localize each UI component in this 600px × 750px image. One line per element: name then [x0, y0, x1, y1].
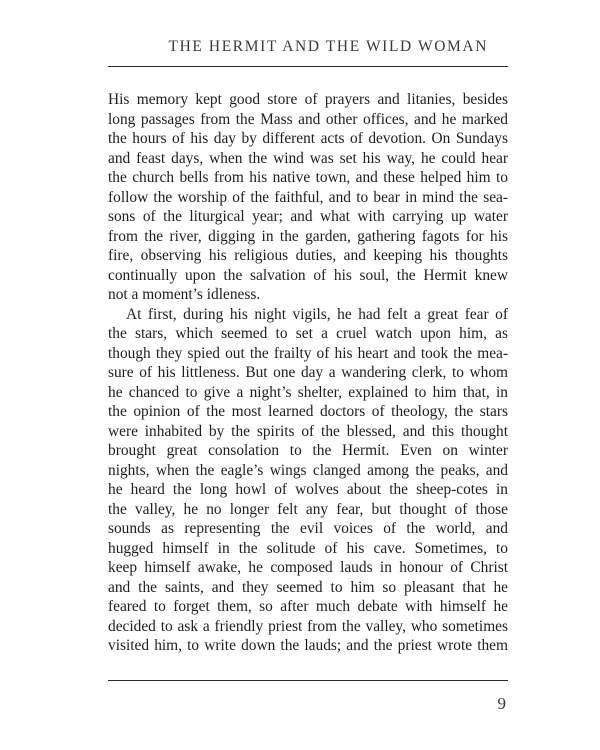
text-line: though they spied out the frailty of his heart and took the mea-: [108, 344, 508, 362]
text-line: from the river, digging in the garden, gathering fagots for his: [108, 227, 508, 245]
text-line: were inhabited by the spirits of the blessed, and this thought: [108, 422, 508, 440]
text-line: His memory kept good store of prayers and litanies, besides: [108, 91, 508, 108]
text-line: the opinion of the most learned doctors of theology, the stars: [108, 403, 508, 420]
text-line: the stars, which seemed to set a cruel watch upon him, as: [108, 325, 508, 342]
text-line: continually upon the salvation of his soul, the Hermit knew: [108, 266, 508, 284]
body-text: [108, 90, 508, 656]
text-line: nights, when the eagle’s wings clanged among the peaks, and: [108, 461, 508, 479]
text-line: the valley, he no longer felt any fear, but thought of those: [108, 500, 508, 518]
text-line: he chanced to give a night’s shelter, explained to him that, in: [108, 383, 508, 401]
text-line: brought great consolation to the Hermit. Even on winter: [108, 442, 508, 459]
page-number: 9: [497, 694, 506, 713]
text-line: feared to forget them, so after much debate with himself he: [108, 598, 508, 615]
text-line: the church bells from his native town, and these helped him to: [108, 169, 508, 186]
text-line: decided to ask a friendly priest from the valley, who sometimes: [108, 617, 508, 635]
paragraph-end-line: not a moment’s idleness.: [108, 286, 261, 303]
text-line: the hours of his day by different acts of devotion. On Sundays: [108, 130, 508, 147]
running-head-title: THE HERMIT AND THE WILD WOMAN: [168, 38, 488, 55]
text-line: keep himself awake, he composed lauds in honour of Christ: [108, 559, 508, 576]
text-line: sons of the liturgical year; and what with carrying up water: [108, 208, 508, 225]
text-line: long passages from the Mass and other offices, and he marked: [108, 110, 508, 128]
text-line: follow the worship of the faithful, and to bear in mind the sea-: [108, 188, 508, 206]
footer-rule: [108, 680, 508, 681]
text-line: he heard the long howl of wolves about the sheep-cotes in: [108, 481, 508, 498]
header-rule: [108, 66, 508, 67]
text-line: and the saints, and they seemed to him so pleasant that he: [108, 578, 508, 596]
text-line: hugged himself in the solitude of his cave. Sometimes, to: [108, 539, 508, 557]
text-line: and feast days, when the wind was set his way, he could hear: [108, 149, 508, 167]
text-line: sure of his littleness. But one day a wandering clerk, to whom: [108, 364, 508, 381]
text-line: visited him, to write down the lauds; and the priest wrote them: [108, 637, 508, 654]
paragraph-start-line: At first, during his night vigils, he had felt a great fear of: [126, 305, 508, 323]
text-line: fire, observing his religious duties, and keeping his thoughts: [108, 247, 508, 264]
text-line: sounds as representing the evil voices of the world, and: [108, 520, 508, 537]
